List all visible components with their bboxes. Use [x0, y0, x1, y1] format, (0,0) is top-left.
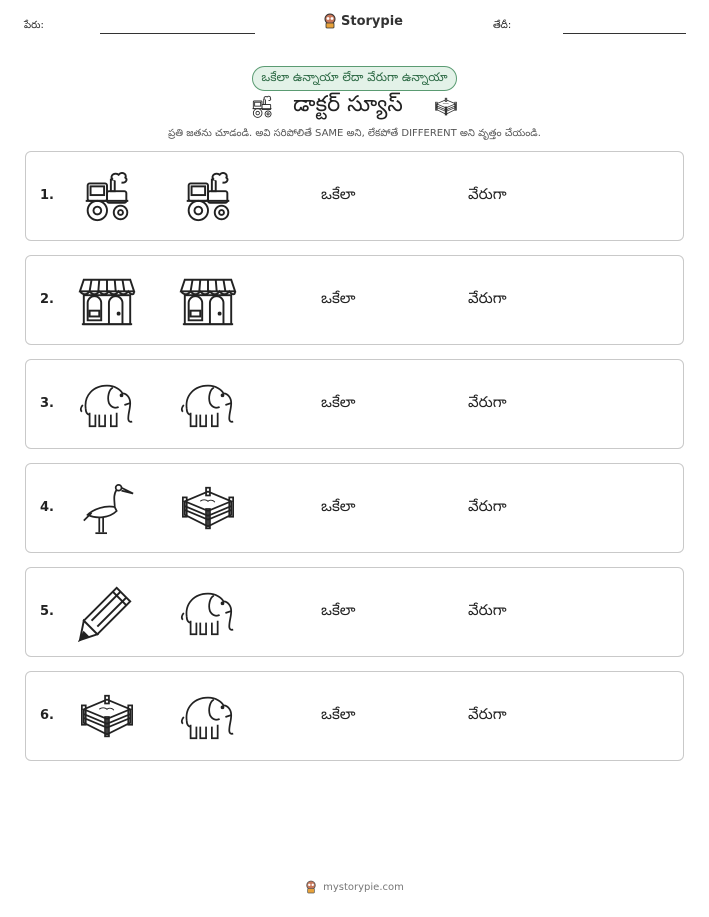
question-number: 5.: [40, 604, 54, 619]
tractor-icon: [78, 168, 136, 226]
different-option[interactable]: వేరుగా: [468, 601, 507, 619]
question-row: [25, 567, 684, 657]
mascot-icon: [323, 13, 337, 29]
different-option[interactable]: వేరుగా: [468, 393, 507, 411]
same-option[interactable]: ఒకేలా: [321, 393, 356, 411]
same-option[interactable]: ఒకేలా: [321, 705, 356, 723]
shop-icon: [78, 272, 136, 330]
mascot-icon: [305, 880, 317, 894]
different-option[interactable]: వేరుగా: [468, 289, 507, 307]
title-row: [0, 92, 709, 122]
question-number: 4.: [40, 500, 54, 515]
same-option[interactable]: ఒకేలా: [321, 289, 356, 307]
tractor-icon: [179, 168, 237, 226]
page-title: డాక్టర్ స్యూస్: [293, 92, 403, 117]
same-option[interactable]: ఒకేలా: [321, 601, 356, 619]
same-option[interactable]: ఒకేలా: [321, 185, 356, 203]
question-number: 1.: [40, 188, 54, 203]
worksheet-type-pill: ఒకేలా ఉన్నాయా లేదా వేరుగా ఉన్నాయా: [252, 66, 457, 91]
same-option[interactable]: ఒకేలా: [321, 497, 356, 515]
footer-url[interactable]: mystorypie.com: [323, 881, 404, 893]
date-label: తేదీ:: [493, 20, 512, 31]
elephant-icon: [179, 376, 237, 434]
question-row: [25, 151, 684, 241]
question-row: [25, 255, 684, 345]
question-row: [25, 359, 684, 449]
ring-icon: [78, 688, 136, 746]
different-option[interactable]: వేరుగా: [468, 497, 507, 515]
ring-icon: [432, 95, 460, 119]
ring-icon: [179, 480, 237, 538]
question-number: 3.: [40, 396, 54, 411]
brand-logo: [323, 13, 403, 29]
tractor-icon: [247, 94, 277, 120]
elephant-icon: [78, 376, 136, 434]
brand-name: Storypie: [341, 13, 403, 29]
name-label: పేరు:: [24, 20, 44, 31]
elephant-icon: [179, 584, 237, 642]
name-line[interactable]: [100, 33, 255, 34]
question-row: [25, 671, 684, 761]
elephant-icon: [179, 688, 237, 746]
instructions: ప్రతి జతను చూడండి. అవి సరిపోలితే SAME అని, లేకపోతే DIFFERENT అని వృత్తం చేయండి.: [168, 128, 541, 139]
different-option[interactable]: వేరుగా: [468, 705, 507, 723]
question-number: 2.: [40, 292, 54, 307]
question-row: [25, 463, 684, 553]
date-line[interactable]: [563, 33, 686, 34]
stork-icon: [78, 480, 136, 538]
question-number: 6.: [40, 708, 54, 723]
shop-icon: [179, 272, 237, 330]
page-header: [0, 0, 709, 48]
pencil-icon: [78, 584, 136, 642]
different-option[interactable]: వేరుగా: [468, 185, 507, 203]
footer: [0, 880, 709, 894]
